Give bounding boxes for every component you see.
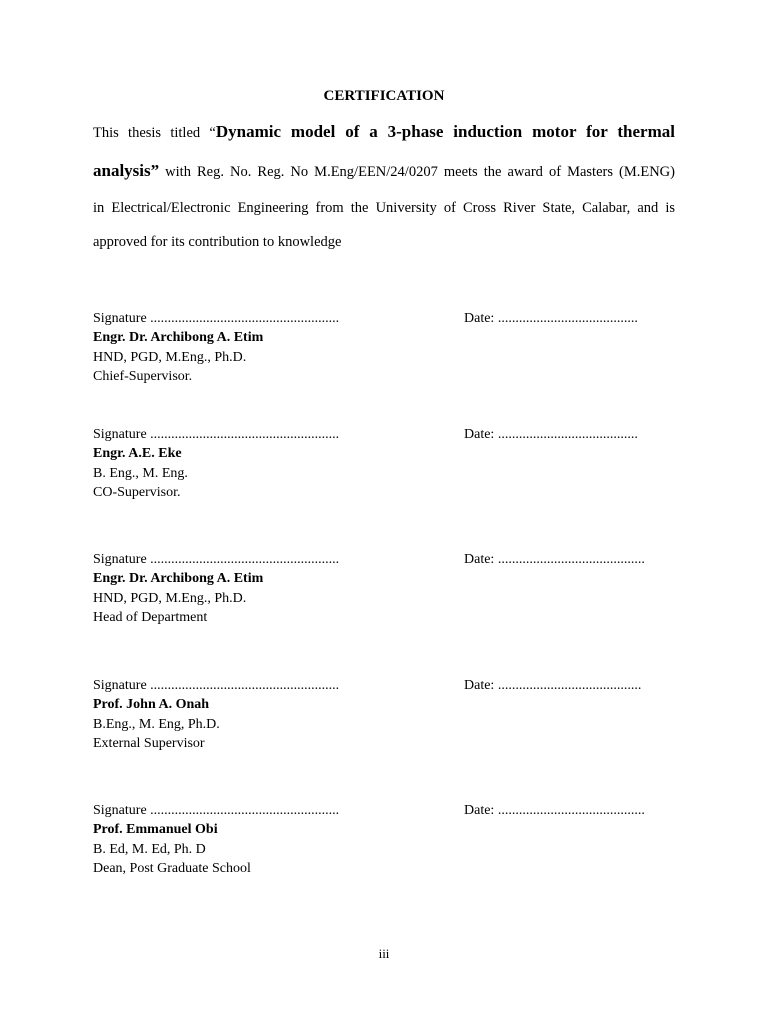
signatory-role: Dean, Post Graduate School <box>93 861 251 876</box>
signatory-qualifications: HND, PGD, M.Eng., Ph.D. <box>93 590 247 606</box>
signatory-role: Head of Department <box>93 610 208 625</box>
date-line: Date: ........................................ <box>464 311 638 326</box>
date-line: Date: .......................................... <box>464 552 645 567</box>
signature-row <box>93 425 693 444</box>
registration-text: with Reg. No. Reg. No M.Eng/EEN/24/0207 meets the award of Masters (M.ENG) <box>159 164 675 180</box>
signatory-block <box>93 425 693 503</box>
signatory-name: Prof. John A. Onah <box>93 697 210 712</box>
signatory-name: Engr. Dr. Archibong A. Etim <box>93 330 264 345</box>
signature-line: Signature ...................................................... <box>93 552 340 567</box>
statement-line-2 <box>93 160 675 183</box>
signatory-block <box>93 676 693 754</box>
signatory-role: Chief-Supervisor. <box>93 369 193 384</box>
page-title: CERTIFICATION <box>323 88 445 104</box>
signature-row <box>93 309 693 328</box>
signatory-name: Engr. Dr. Archibong A. Etim <box>93 571 264 586</box>
statement-line-1 <box>93 121 675 144</box>
signatory-block <box>93 309 693 387</box>
signature-line: Signature ...................................................... <box>93 678 340 693</box>
statement-line-4: approved for its contribution to knowledge <box>93 234 342 250</box>
date-line: Date: ........................................ <box>464 427 638 442</box>
signatory-role: External Supervisor <box>93 736 205 751</box>
signature-line: Signature ...................................................... <box>93 427 340 442</box>
date-line: Date: .......................................... <box>464 803 645 818</box>
signatory-qualifications: B. Eng., M. Eng. <box>93 465 188 481</box>
statement-prefix: This thesis titled “ <box>93 125 216 141</box>
signature-row <box>93 801 693 820</box>
signatory-block <box>93 801 693 879</box>
signatory-qualifications: HND, PGD, M.Eng., Ph.D. <box>93 349 247 365</box>
signatory-block <box>93 550 693 628</box>
signatory-name: Prof. Emmanuel Obi <box>93 822 218 837</box>
signature-line: Signature ...................................................... <box>93 311 340 326</box>
signature-line: Signature ...................................................... <box>93 803 340 818</box>
signatory-qualifications: B.Eng., M. Eng, Ph.D. <box>93 716 220 732</box>
signatory-qualifications: B. Ed, M. Ed, Ph. D <box>93 841 206 857</box>
statement-line-3: in Electrical/Electronic Engineering from the University of Cross River State, Calabar, and is <box>93 200 675 216</box>
thesis-title-part-1: Dynamic model of a 3-phase induction motor for thermal <box>215 122 675 141</box>
signature-row <box>93 676 693 695</box>
date-line: Date: ......................................... <box>464 678 642 693</box>
thesis-title-part-2: analysis” <box>93 161 160 180</box>
signatory-role: CO-Supervisor. <box>93 485 181 500</box>
page-number: iii <box>378 946 390 961</box>
signature-row <box>93 550 693 569</box>
signatory-name: Engr. A.E. Eke <box>93 446 182 461</box>
